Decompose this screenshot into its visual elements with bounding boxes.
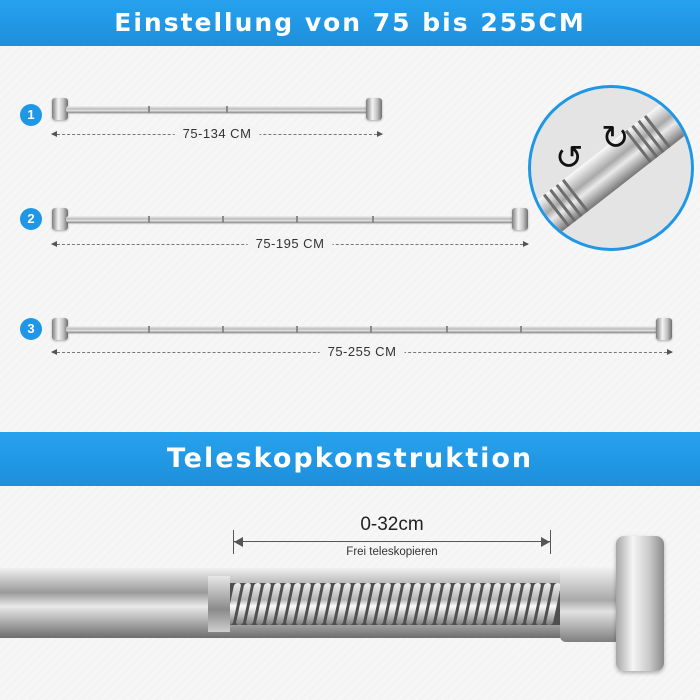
threaded-rod-closeup	[528, 85, 694, 244]
header-title: Einstellung von 75 bis 255CM	[114, 8, 586, 37]
rod-tube	[66, 326, 658, 333]
rod-end-cap-right	[366, 98, 382, 120]
step-badge-3: 3	[20, 318, 42, 340]
end-cap-large	[616, 536, 664, 671]
dimension-line-3	[52, 344, 672, 359]
rod-tube	[66, 216, 514, 223]
step-badge-2: 2	[20, 208, 42, 230]
section-title: Teleskopkonstruktion	[166, 443, 534, 474]
range-label-1: 75-134 CM	[175, 126, 260, 141]
telescopic-caption: Frei teleskopieren	[346, 546, 438, 558]
range-label-2: 75-195 CM	[248, 236, 333, 251]
dimension-line-1	[52, 126, 382, 141]
telescopic-range: 0-32cm	[360, 514, 424, 535]
rotate-arrows-icon: ↻	[601, 118, 630, 158]
rod-tube	[66, 106, 368, 113]
step-badge-1: 1	[20, 104, 42, 126]
end-cap-neck	[560, 566, 620, 642]
rod-end-cap-right	[512, 208, 528, 230]
top-banner	[0, 0, 700, 46]
thread-zoom-circle	[528, 85, 694, 251]
rotate-arrows-icon: ↺	[555, 138, 584, 178]
range-label-3: 75-255 CM	[320, 344, 405, 359]
tube-collar	[208, 576, 230, 632]
telescopic-dimension	[233, 541, 551, 542]
section-banner	[0, 432, 700, 486]
dimension-line-2	[52, 236, 528, 251]
spring-mechanism	[228, 583, 560, 625]
rod-end-cap-right	[656, 318, 672, 340]
